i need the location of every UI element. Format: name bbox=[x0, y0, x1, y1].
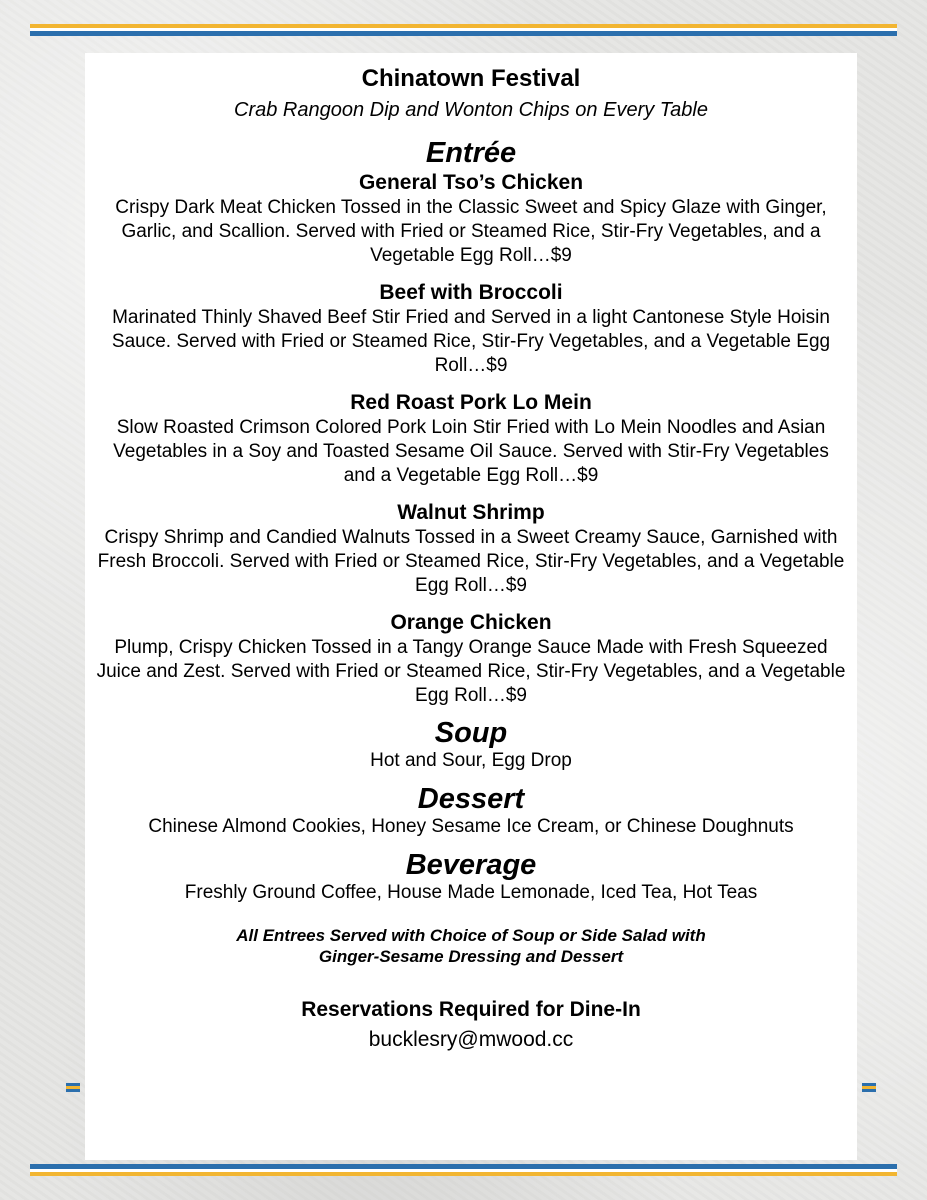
item-description: Plump, Crispy Chicken Tossed in a Tangy Orange Sauce Made with Fresh Squeezed Juice and Zest. Served with Fried or Steamed Rice, Stir-Fry Vegetables, and a Vegetable Egg Roll…$9 bbox=[96, 637, 846, 706]
dessert-heading: Dessert bbox=[417, 783, 525, 815]
dessert-text: Chinese Almond Cookies, Honey Sesame Ice Cream, or Chinese Doughnuts bbox=[148, 816, 794, 837]
item-name: Walnut Shrimp bbox=[397, 501, 545, 524]
soup-text: Hot and Sour, Egg Drop bbox=[370, 750, 572, 771]
menu-panel bbox=[85, 53, 857, 1160]
entree-item bbox=[85, 280, 857, 378]
item-description: Crispy Dark Meat Chicken Tossed in the Classic Sweet and Spicy Glaze with Ginger, Garlic, and Scallion. Served with Fried or Steamed Rice, Stir-Fry Vegetables, and a Vegetable Egg Roll…$9 bbox=[115, 197, 827, 266]
item-description: Crispy Shrimp and Candied Walnuts Tossed in a Sweet Creamy Sauce, Garnished with Fresh Broccoli. Served with Fried or Steamed Rice, Stir-Fry Vegetables, and a Vegetable Egg Roll…$9 bbox=[97, 527, 845, 596]
entree-item bbox=[85, 170, 857, 268]
menu-title: Chinatown Festival bbox=[361, 65, 581, 92]
item-name: General Tso’s Chicken bbox=[358, 171, 584, 194]
reservations-title: Reservations Required for Dine-In bbox=[301, 998, 641, 1021]
menu-subtitle: Crab Rangoon Dip and Wonton Chips on Every Table bbox=[234, 99, 708, 121]
item-name: Orange Chicken bbox=[390, 611, 552, 634]
item-description: Marinated Thinly Shaved Beef Stir Fried and Served in a light Cantonese Style Hoisin Sauce. Served with Fried or Steamed Rice, Stir-Fry Vegetables, and a Vegetable Egg Roll…$9 bbox=[111, 307, 831, 376]
bottom-border-stripe bbox=[30, 1164, 897, 1176]
entree-item bbox=[85, 390, 857, 488]
left-side-mark bbox=[66, 1083, 80, 1092]
reservations-email[interactable]: bucklesry@mwood.cc bbox=[368, 1028, 574, 1051]
soup-heading: Soup bbox=[434, 717, 508, 749]
top-border-stripe bbox=[30, 24, 897, 36]
entree-item bbox=[85, 500, 857, 598]
included-note bbox=[85, 925, 857, 967]
note-line-1: All Entrees Served with Choice of Soup or Side Salad with bbox=[236, 926, 706, 945]
right-side-mark bbox=[862, 1083, 876, 1092]
item-name: Red Roast Pork Lo Mein bbox=[350, 391, 592, 414]
entree-item bbox=[85, 610, 857, 708]
note-line-2: Ginger-Sesame Dressing and Dessert bbox=[318, 947, 624, 966]
beverage-heading: Beverage bbox=[405, 849, 537, 881]
entree-heading: Entrée bbox=[425, 137, 517, 169]
beverage-text: Freshly Ground Coffee, House Made Lemonade, Iced Tea, Hot Teas bbox=[184, 882, 758, 903]
item-description: Slow Roasted Crimson Colored Pork Loin Stir Fried with Lo Mein Noodles and Asian Vegetables in a Soy and Toasted Sesame Oil Sauce. Served with Stir-Fry Vegetables and a Vegetable Egg Roll…$9 bbox=[113, 417, 829, 486]
item-name: Beef with Broccoli bbox=[379, 281, 563, 304]
